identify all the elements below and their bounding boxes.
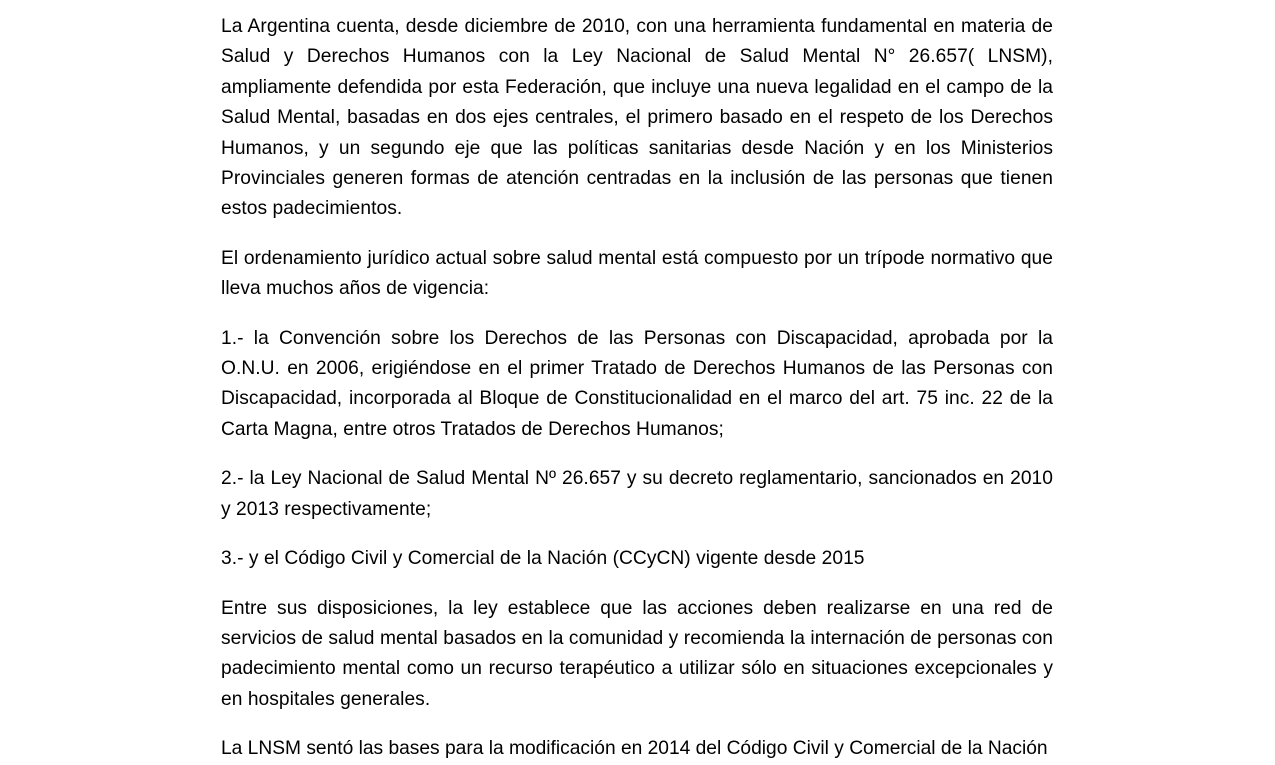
paragraph-ordenamiento: El ordenamiento jurídico actual sobre salud mental está compuesto por un trípode normativo que lleva muchos años de vigencia: (221, 247, 1053, 300)
paragraph-item-3: 3.- y el Código Civil y Comercial de la Nación (CCyCN) vigente desde 2015 (221, 548, 865, 570)
paragraph-item-1: 1.- la Convención sobre los Derechos de las Personas con Discapacidad, aprobada por la O.N.U. en 2006, erigiéndose en el primer Tratado de Derechos Humanos de las Personas con Discapacidad, incorporada al Bloque de Constitucionalidad en el marco del art. 75 inc. 22 de la Carta Magna, entre otros Tratados de Derechos Humanos; (221, 327, 1053, 440)
paragraph-cutoff: La LNSM sentó las bases para la modificación en 2014 del Código Civil y Comercial de la Nación (221, 738, 1048, 760)
paragraph-intro: La Argentina cuenta, desde diciembre de 2010, con una herramienta fundamental en materia de Salud y Derechos Humanos con la Ley Nacional de Salud Mental N° 26.657( LNSM), ampliamente defendida por esta Federación, que incluye una nueva legalidad en el campo de la Salud Mental, basadas en dos ejes centrales, el primero basado en el respeto de los Derechos Humanos, y un segundo eje que las políticas sanitarias desde Nación y en los Ministerios Provinciales generen formas de atención centradas en la inclusión de las personas que tienen estos padecimientos. (221, 16, 1053, 220)
document-page (221, 12, 1053, 765)
paragraph-item-2: 2.- la Ley Nacional de Salud Mental Nº 26.657 y su decreto reglamentario, sancionados en 2010 y 2013 respectivamente; (221, 468, 1053, 520)
paragraph-disposiciones: Entre sus disposiciones, la ley establece que las acciones deben realizarse en una red de servicios de salud mental basados en la comunidad y recomienda la internación de personas con padecimiento mental como un recurso terapéutico a utilizar sólo en situaciones excepcionales y en hospitales generales. (221, 597, 1053, 710)
